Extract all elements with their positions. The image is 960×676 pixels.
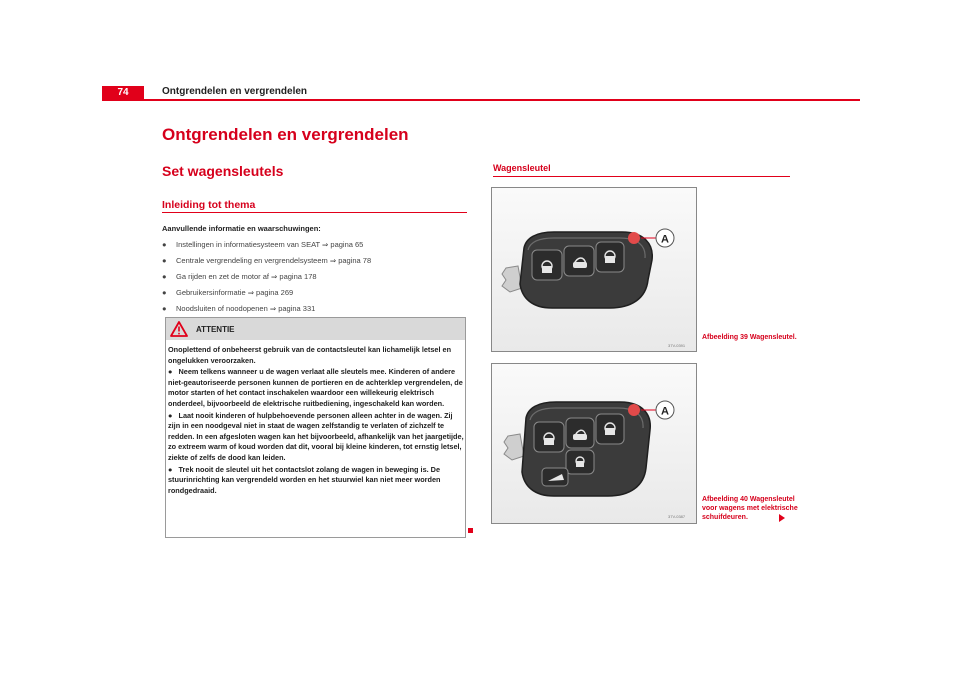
continue-arrow-icon[interactable] — [779, 514, 785, 522]
warning-bullet: ● Neem telkens wanneer u de wagen verlaat alle sleutels mee. Kinderen of andere niet-geautoriseerde personen kunnen de portieren en de achterklep vergrendelen, de motor starten of het contact inschakelen waardoor een willekeurig elektrisch onderdeel, bijvoorbeeld de elektrische ruitbediening, ingeschakeld kan worden. — [168, 367, 463, 408]
list-item[interactable]: ● Noodsluiten of noodopenen ⇒ pagina 331 — [162, 304, 316, 313]
info-label: Aanvullende informatie en waarschuwingen: — [162, 224, 321, 233]
header-divider — [102, 99, 860, 101]
list-item[interactable]: ● Centrale vergrendeling en vergrendelsysteem ⇒ pagina 78 — [162, 256, 372, 265]
subsection-divider — [162, 212, 467, 213]
page-number: 74 — [117, 87, 129, 98]
list-item-text: Instellingen in informatiesysteem van SEAT ⇒ pagina 65 — [176, 240, 364, 249]
chapter-title: Ontgrendelen en vergrendelen — [162, 125, 409, 144]
list-item[interactable]: ● Instellingen in informatiesysteem van SEAT ⇒ pagina 65 — [162, 240, 364, 249]
warning-intro: Onoplettend of onbeheerst gebruik van de contactsleutel kan lichamelijk letsel en ongelukken veroorzaken. — [168, 345, 452, 365]
list-item-text: Gebruikersinformatie ⇒ pagina 269 — [176, 288, 294, 297]
warning-bullet-text: Neem telkens wanneer u de wagen verlaat alle sleutels mee. Kinderen of andere niet-geautoriseerde personen kunnen de portieren en de achterklep vergrendelen, de motor starten of het contact inschakelen waardoor een willekeurig elektrisch onderdeel, bijvoorbeeld de elektrische ruitbediening, ingeschakeld kan worden. — [168, 367, 463, 408]
figure-key-fob — [491, 187, 697, 352]
list-item[interactable]: ● Gebruikersinformatie ⇒ pagina 269 — [162, 288, 294, 297]
figure-label-a: A — [661, 405, 669, 418]
key-section-divider — [493, 176, 790, 177]
key-fob-image — [492, 364, 697, 524]
warning-title: ATTENTIE — [196, 325, 235, 334]
figure-caption: Afbeelding 40 Wagensleutel voor wagens met elektrische schuifdeuren. — [702, 496, 798, 521]
warning-triangle-icon — [170, 321, 188, 337]
warning-bullet: ● Trek nooit de sleutel uit het contactslot zolang de wagen in beweging is. De stuurinrichting kan vergrendeld worden en het stuurwiel kan niet meer worden rondgedraaid. — [168, 464, 441, 495]
section-end-marker — [468, 528, 473, 533]
figure-label-a: A — [661, 233, 669, 246]
figure-code: 37V-0387 — [668, 514, 686, 519]
list-item-text: Centrale vergrendeling en vergrendelsysteem ⇒ pagina 78 — [176, 256, 372, 265]
figure-caption: Afbeelding 39 Wagensleutel. — [702, 334, 797, 341]
section-title: Set wagensleutels — [162, 163, 284, 179]
warning-bullet: ● Laat nooit kinderen of hulpbehoevende personen alleen achter in de wagen. Zij zijn in een noodgeval niet in staat de wagen zelfstandig te verlaten of zichzelf te redden. In een afgesloten wagen kan het bijvoorbeeld, afhankelijk van het jaargetijde, zo extreem warm of koud worden dat dit, vooral bij kleine kinderen, tot ernstig letsel, ziekte of zelfs de dood kan leiden. — [168, 410, 464, 462]
warning-bullet-text: Laat nooit kinderen of hulpbehoevende personen alleen achter in de wagen. Zij zijn in een noodgeval niet in staat de wagen zelfstandig te verlaten of zichzelf te redden. In een afgesloten wagen kan het bijvoorbeeld, afhankelijk van het jaargetijde, zo extreem warm of koud worden dat dit, vooral bij kleine kinderen, tot ernstig letsel, ziekte of zelfs de dood kan leiden. — [168, 410, 464, 462]
list-item[interactable]: ● Ga rijden en zet de motor af ⇒ pagina 178 — [162, 272, 317, 281]
list-item-text: Ga rijden en zet de motor af ⇒ pagina 178 — [176, 272, 317, 281]
subsection-title: Inleiding tot thema — [162, 199, 256, 211]
key-section-heading: Wagensleutel — [493, 163, 551, 173]
figure-code: 37V-0391 — [668, 343, 686, 348]
list-item-text: Noodsluiten of noodopenen ⇒ pagina 331 — [176, 304, 316, 313]
key-fob-image — [492, 188, 697, 352]
figure-key-fob-sliding-doors — [491, 363, 697, 524]
warning-bullet-text: Trek nooit de sleutel uit het contactslot zolang de wagen in beweging is. De stuurinrichting kan vergrendeld worden en het stuurwiel kan niet meer worden rondgedraaid. — [168, 464, 441, 495]
warning-body — [168, 345, 464, 497]
running-header-title: Ontgrendelen en vergrendelen — [162, 86, 308, 97]
